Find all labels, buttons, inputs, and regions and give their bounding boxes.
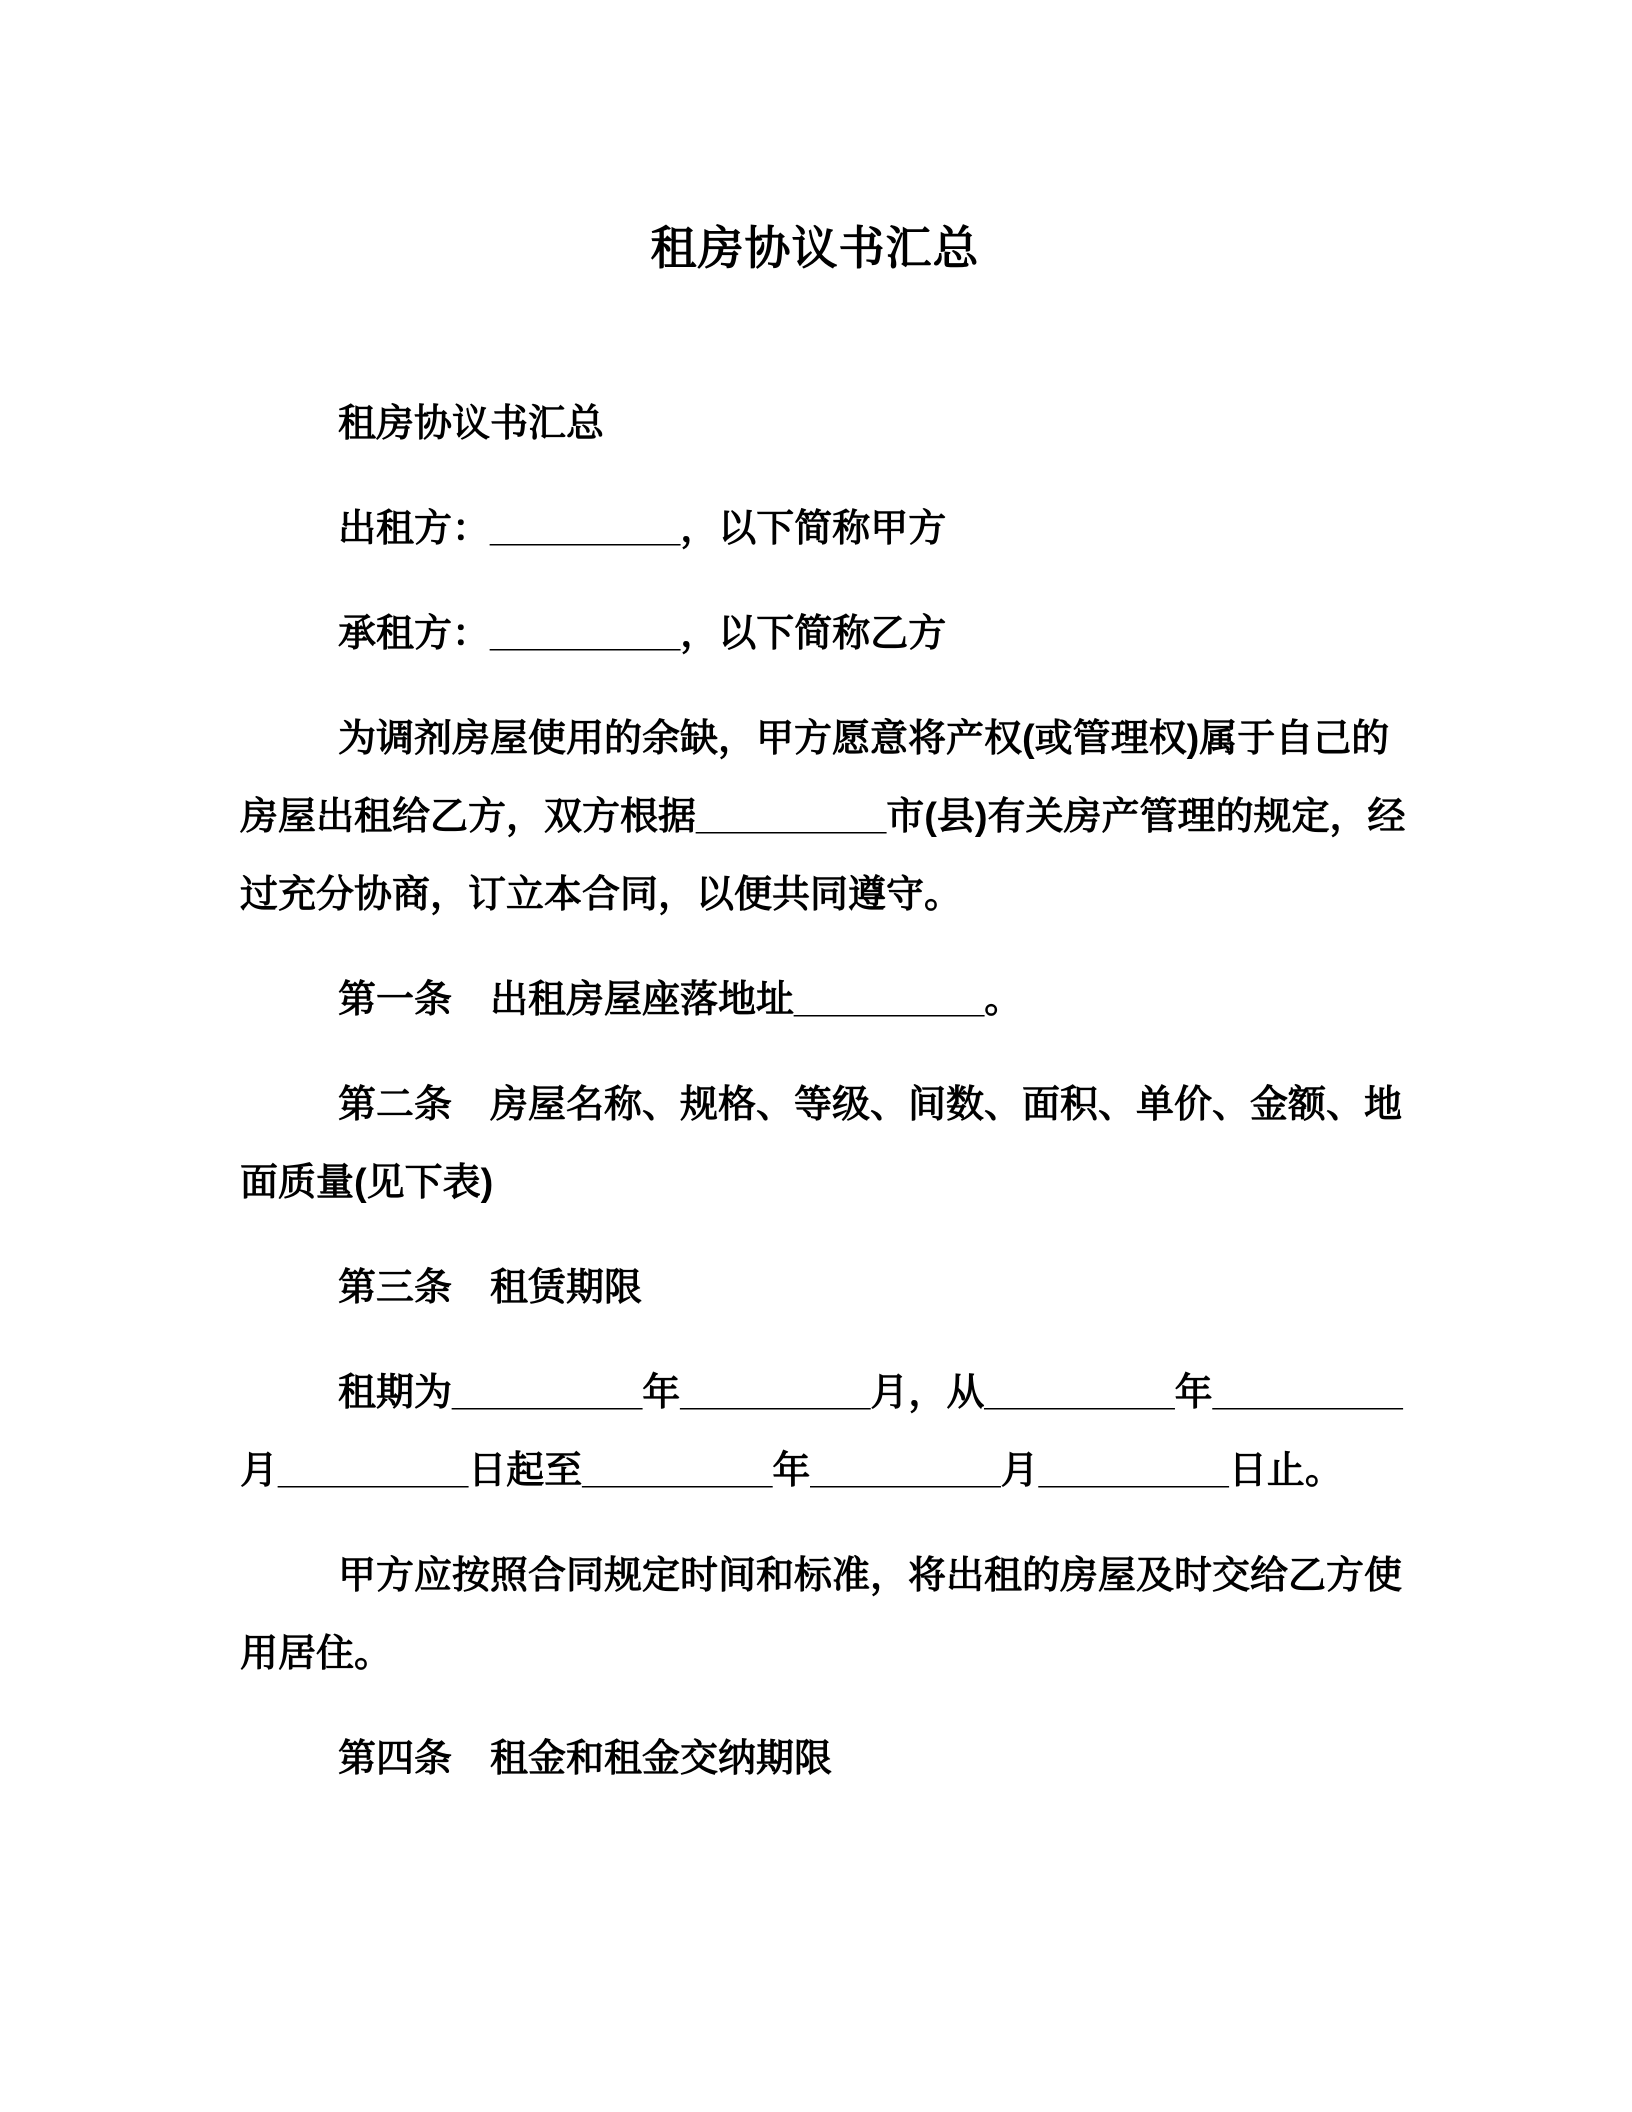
lessee-line xyxy=(240,595,1390,673)
text-line: 第四条 租金和租金交纳期限 xyxy=(338,1738,833,1780)
text-line: 用居住。 xyxy=(240,1633,393,1675)
lease-term-paragraph xyxy=(240,1354,1403,1510)
text-line: 房屋出租给乙方，双方根据_________市(县)有关房产管理的规定，经 xyxy=(240,796,1406,838)
document-title: 租房协议书汇总 xyxy=(650,222,980,274)
text-line: 第二条 房屋名称、规格、等级、间数、面积、单价、金额、地 xyxy=(338,1084,1403,1126)
doc-heading-line xyxy=(240,385,1390,463)
text-line: 第一条 出租房屋座落地址_________。 xyxy=(338,979,1023,1021)
text-line: 为调剂房屋使用的余缺，甲方愿意将产权(或管理权)属于自己的 xyxy=(338,718,1390,760)
article-4-heading xyxy=(240,1720,1390,1798)
preamble-paragraph xyxy=(240,700,1406,934)
lessor-line xyxy=(240,490,1390,568)
text-line: 过充分协商，订立本合同，以便共同遵守。 xyxy=(240,874,963,916)
text-line: 甲方应按照合同规定时间和标准，将出租的房屋及时交给乙方使 xyxy=(338,1555,1403,1597)
article-3-heading xyxy=(240,1249,1390,1327)
handover-paragraph xyxy=(240,1537,1403,1693)
article-2-paragraph xyxy=(240,1066,1403,1222)
text-line: 租房协议书汇总 xyxy=(338,403,605,445)
text-line: 承租方：_________，以下简称乙方 xyxy=(338,613,947,655)
article-1-line xyxy=(240,961,1390,1039)
text-line: 面质量(见下表) xyxy=(240,1162,494,1204)
text-line: 租期为_________年_________月，从_________年_________ xyxy=(338,1372,1403,1414)
text-line: 出租方：_________，以下简称甲方 xyxy=(338,508,947,550)
text-line: 月_________日起至_________年_________月_________日止。 xyxy=(240,1450,1343,1492)
text-line: 第三条 租赁期限 xyxy=(338,1267,643,1309)
